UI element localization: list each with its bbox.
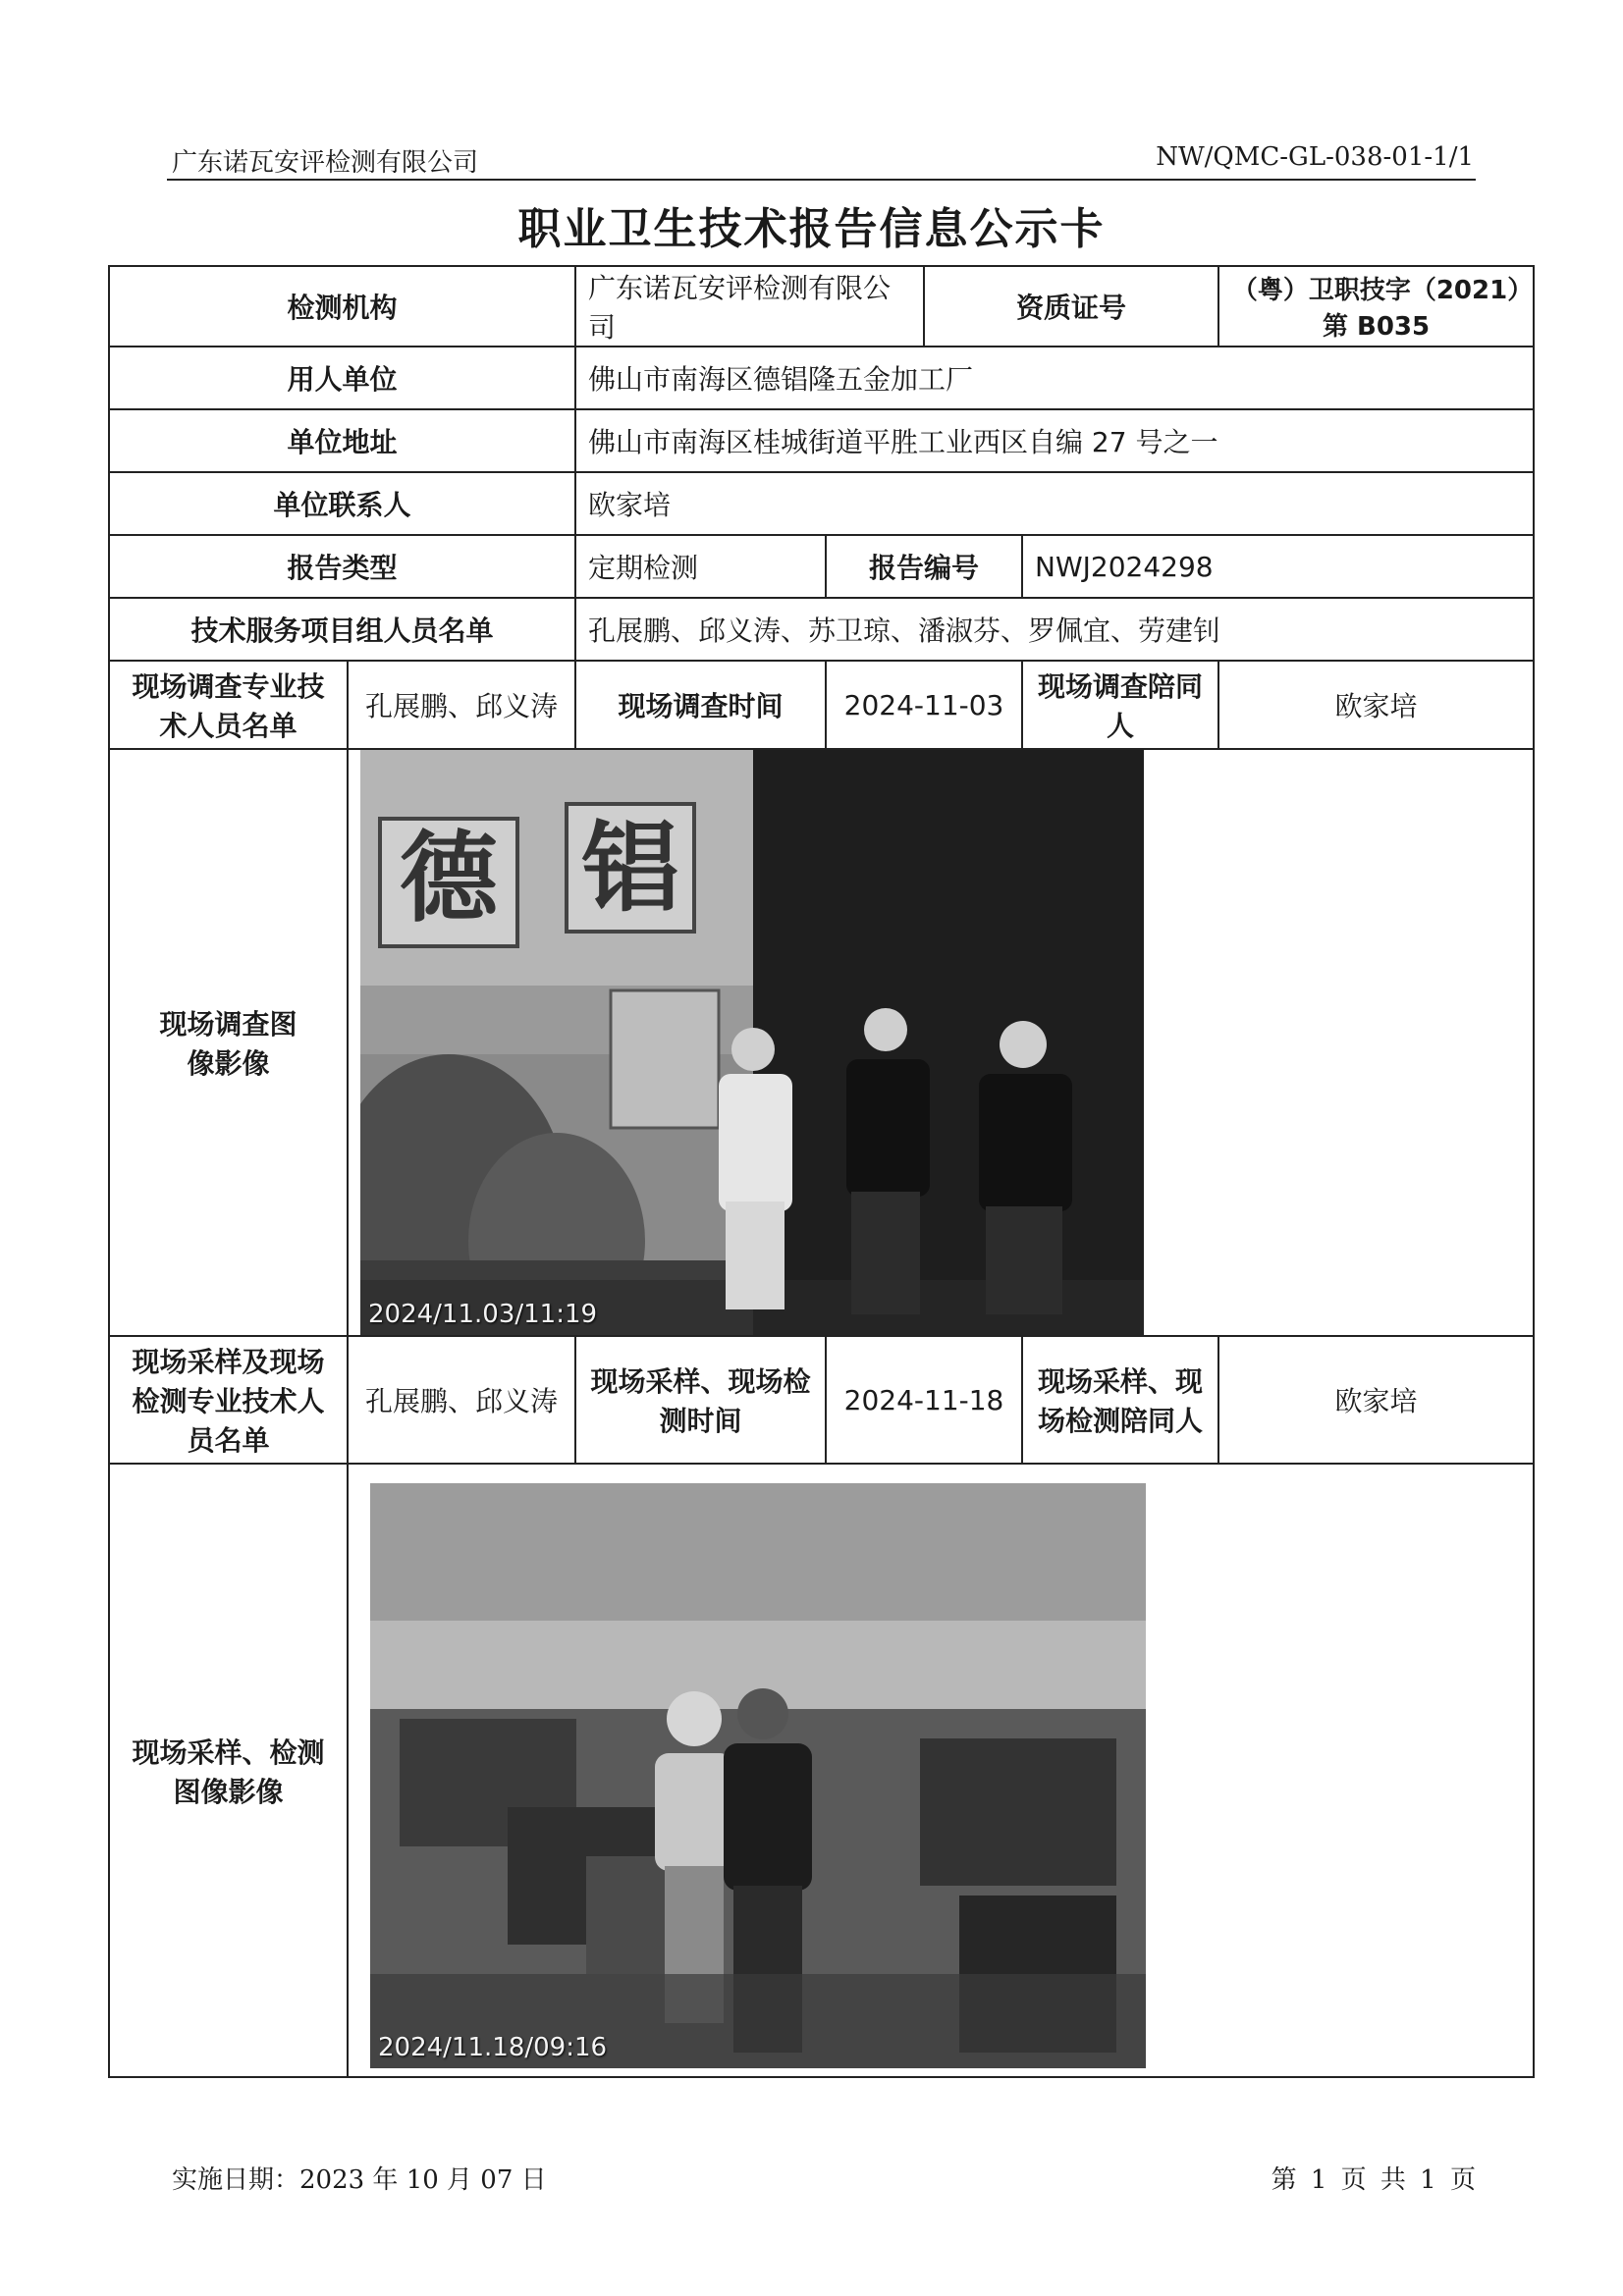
row-team [109,598,1534,661]
survey-photo [360,750,1144,1335]
row-sampling-info [109,1336,1534,1464]
employer-label: 用人单位 [109,347,575,409]
agency-value: 广东诺瓦安评检测有限公司 [575,266,924,347]
address-label: 单位地址 [109,409,575,472]
row-survey-image [109,749,1534,1336]
page-title: 职业卫生技术报告信息公示卡 [517,204,1106,254]
row-sampling-image [109,1464,1534,2077]
row-agency [109,266,1534,347]
team-value: 孔展鹏、邱义涛、苏卫琼、潘淑芬、罗佩宜、劳建钊 [575,598,1534,661]
contact-value: 欧家培 [575,472,1534,535]
row-contact [109,472,1534,535]
sampling-time-label: 现场采样、现场检测时间 [575,1336,826,1464]
sampling-photo-timestamp: 2024/11.18/09:16 [378,2032,608,2062]
survey-time-label: 现场调查时间 [575,661,826,749]
cert-label: 资质证号 [924,266,1218,347]
survey-photo-graphic [360,750,1144,1335]
row-address [109,409,1534,472]
row-survey-info [109,661,1534,749]
footer-impl-date: 实施日期：2023 年 10 月 07 日 [172,2165,547,2195]
cert-value: （粤）卫职技字（2021）第 B035 [1218,266,1534,347]
survey-staff-value: 孔展鹏、邱义涛 [348,661,575,749]
survey-image-label: 现场调查图像影像 [109,749,348,1336]
survey-escort-label: 现场调查陪同人 [1022,661,1218,749]
header-rule [167,179,1476,181]
sampling-escort-value: 欧家培 [1218,1336,1534,1464]
sampling-photo-graphic [370,1483,1146,2068]
report-type-value: 定期检测 [575,535,826,598]
survey-photo-timestamp: 2024/11.03/11:19 [368,1300,598,1329]
sampling-staff-label: 现场采样及现场检测专业技术人员名单 [109,1336,348,1464]
report-type-label: 报告类型 [109,535,575,598]
survey-image-cell [348,749,1534,1336]
sampling-image-cell [348,1464,1534,2077]
sampling-staff-value: 孔展鹏、邱义涛 [348,1336,575,1464]
survey-time-value: 2024-11-03 [826,661,1022,749]
contact-label: 单位联系人 [109,472,575,535]
report-no-value: NWJ2024298 [1022,535,1534,598]
info-card-table [108,265,1535,2078]
employer-value: 佛山市南海区德锠隆五金加工厂 [575,347,1534,409]
sampling-escort-label: 现场采样、现场检测陪同人 [1022,1336,1218,1464]
row-employer [109,347,1534,409]
team-label: 技术服务项目组人员名单 [109,598,575,661]
sign-char-2: 锠 [581,811,679,926]
report-no-label: 报告编号 [826,535,1022,598]
footer-page-info: 第 1 页 共 1 页 [1271,2165,1476,2195]
sampling-time-value: 2024-11-18 [826,1336,1022,1464]
row-report [109,535,1534,598]
survey-escort-value: 欧家培 [1218,661,1534,749]
sampling-image-label: 现场采样、检测图像影像 [109,1464,348,2077]
agency-label: 检测机构 [109,266,575,347]
header-doc-code: NW/QMC-GL-038-01-1/1 [1156,142,1474,172]
address-value: 佛山市南海区桂城街道平胜工业西区自编 27 号之一 [575,409,1534,472]
survey-staff-label: 现场调查专业技术人员名单 [109,661,348,749]
sign-char-1: 德 [400,821,498,935]
sampling-photo [370,1483,1146,2068]
header-company: 广东诺瓦安评检测有限公司 [172,148,479,178]
